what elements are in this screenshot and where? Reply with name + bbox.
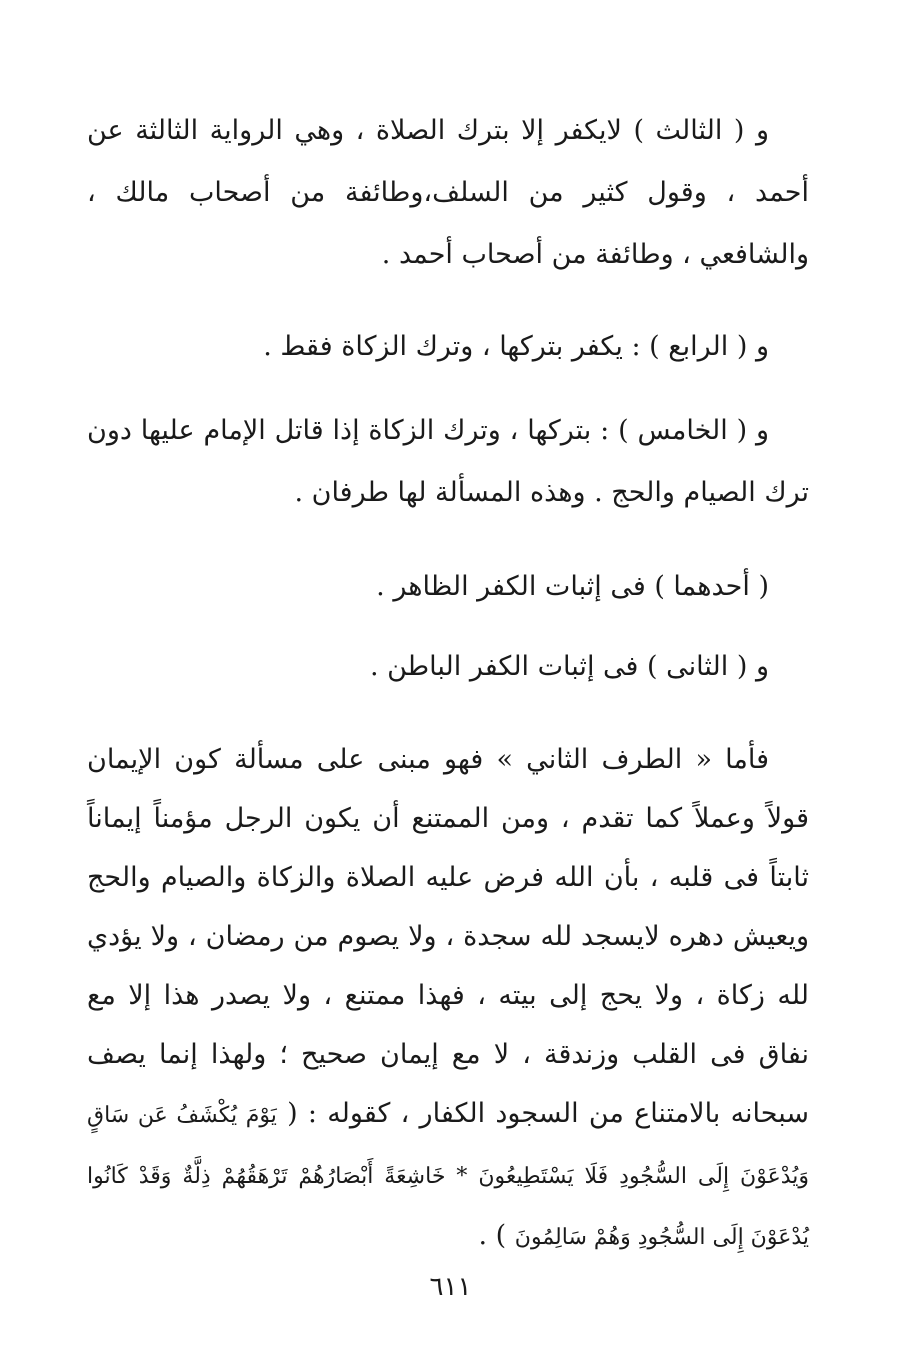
paragraph-fourth-opinion xyxy=(87,316,809,378)
paragraph-fifth-opinion xyxy=(87,400,809,524)
paragraph-text: و ( الرابع ) : يكفر بتركها ، وترك الزكاة فقط . xyxy=(263,331,769,362)
paragraph-third-opinion xyxy=(87,100,809,286)
paragraph-text: ( أحدهما ) فى إثبات الكفر الظاهر . xyxy=(376,571,769,602)
paragraph-first-side xyxy=(87,556,809,618)
page-number: ٦١١ xyxy=(429,1272,472,1302)
paragraph-second-side xyxy=(87,636,809,698)
paragraph-text: و ( الثالث ) لايكفر إلا بترك الصلاة ، وهي الرواية الثالثة عن أحمد ، وقول كثير من السلف،وطائفة من أصحاب مالك ، والشافعي ، وطائفة من أصحاب أحمد . xyxy=(87,115,809,270)
quran-verse: يَوْمَ يُكْشَفُ عَن سَاقٍ وَيُدْعَوْنَ إِلَى السُّجُودِ فَلَا يَسْتَطِيعُونَ * خَاشِعَةً أَبْصَارُهُمْ تَرْهَقُهُمْ ذِلَّةٌ وَقَدْ كَانُوا يُدْعَوْنَ إِلَى السُّجُودِ وَهُمْ سَالِمُونَ xyxy=(87,1103,809,1250)
paragraph-text: و ( الخامس ) : بتركها ، وترك الزكاة إذا قاتل الإمام عليها دون ترك الصيام والحج . وهذه المسألة لها طرفان . xyxy=(87,415,809,508)
paragraph-second-side-discussion xyxy=(87,730,809,1267)
paragraph-closing: ) . xyxy=(478,1220,507,1251)
paragraph-text: و ( الثانى ) فى إثبات الكفر الباطن . xyxy=(369,651,769,682)
paragraph-text: فأما « الطرف الثاني » فهو مبنى على مسألة كون الإيمان قولاً وعملاً كما تقدم ، ومن الممتنع أن يكون الرجل مؤمناً إيماناً ثابتاً فى قلبه ، بأن الله فرض عليه الصلاة والزكاة والصيام والحج ويعيش دهره لايسجد لله سجدة ، ولا يصوم من رمضان ، ولا يؤدي لله زكاة ، ولا يحج إلى بيته ، فهذا ممتنع ، ولا يصدر هذا إلا مع نفاق فى القلب وزندقة ، لا مع إيمان صحيح ؛ ولهذا إنما يصف سبحانه بالامتناع من السجود الكفار ، كقوله : ( xyxy=(87,744,809,1129)
